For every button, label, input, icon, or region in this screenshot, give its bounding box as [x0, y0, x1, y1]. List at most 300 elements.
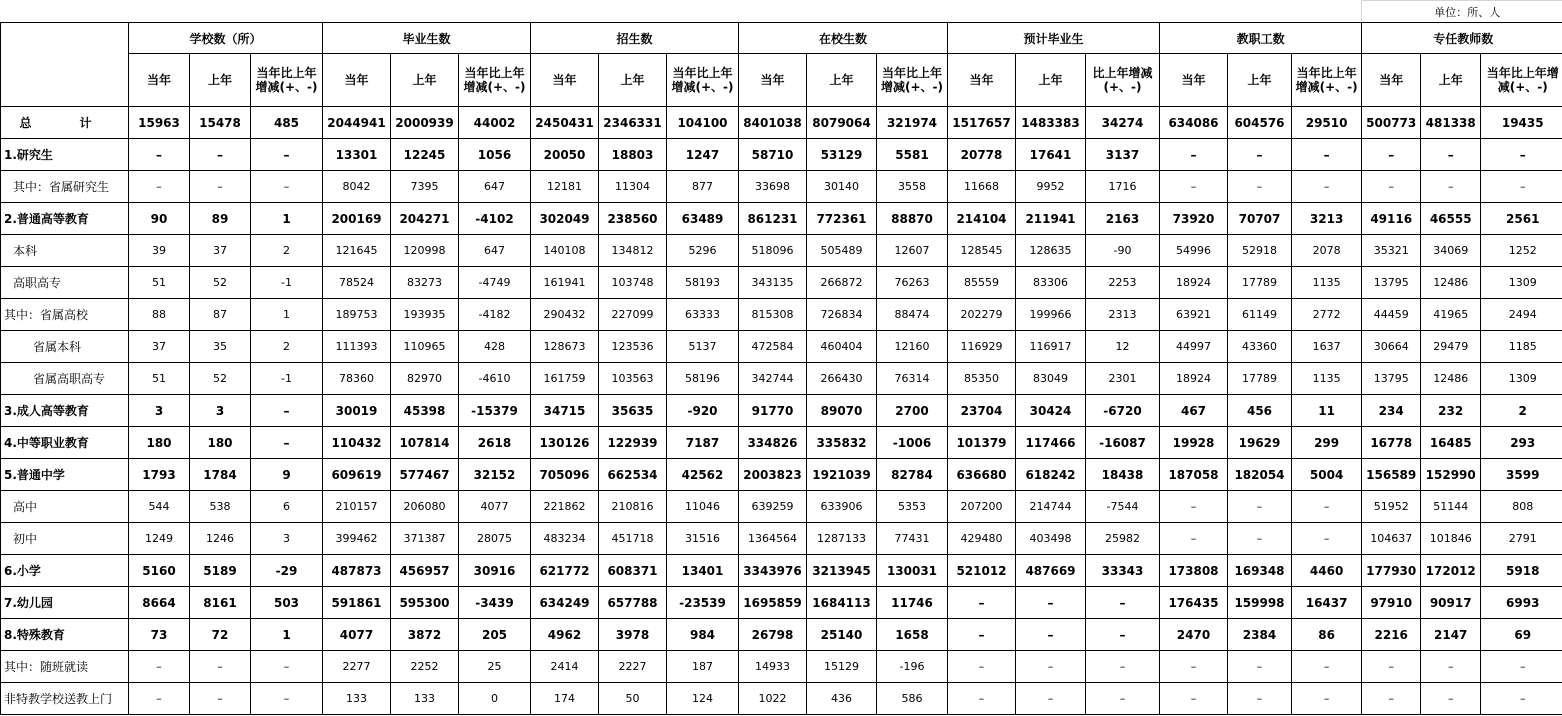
data-cell: 20778 [948, 139, 1016, 171]
data-cell: – [1292, 491, 1362, 523]
data-cell: 302049 [531, 203, 599, 235]
data-cell: 5137 [667, 331, 739, 363]
data-cell: 88474 [877, 299, 948, 331]
data-cell: 877 [667, 171, 739, 203]
data-cell: 3137 [1086, 139, 1160, 171]
data-cell: 161759 [531, 363, 599, 395]
data-cell: 25140 [807, 619, 877, 651]
data-cell: 177930 [1362, 555, 1421, 587]
data-cell: 29510 [1292, 107, 1362, 139]
data-cell: 266872 [807, 267, 877, 299]
data-cell: -4749 [459, 267, 531, 299]
sub-header: 当年 [1160, 54, 1228, 107]
group-header: 在校生数 [739, 23, 948, 54]
data-cell: 234 [1362, 395, 1421, 427]
data-cell: – [129, 651, 190, 683]
data-cell: 2216 [1362, 619, 1421, 651]
data-cell: 45398 [391, 395, 459, 427]
data-cell: – [190, 683, 251, 715]
sub-header: 当年 [739, 54, 807, 107]
data-cell: 4077 [323, 619, 391, 651]
sub-header: 当年比上年增减(+、-) [459, 54, 531, 107]
data-cell: 3558 [877, 171, 948, 203]
data-cell: 61149 [1228, 299, 1292, 331]
data-cell: 189753 [323, 299, 391, 331]
data-cell: 12245 [391, 139, 459, 171]
data-cell: 1793 [129, 459, 190, 491]
data-cell: 11668 [948, 171, 1016, 203]
data-cell: 334826 [739, 427, 807, 459]
data-cell: -7544 [1086, 491, 1160, 523]
data-cell: -16087 [1086, 427, 1160, 459]
data-cell: – [190, 171, 251, 203]
data-cell: 1695859 [739, 587, 807, 619]
sub-header: 当年 [531, 54, 599, 107]
table-row [1, 459, 1562, 491]
data-cell: 199966 [1016, 299, 1086, 331]
data-cell: 87 [190, 299, 251, 331]
data-cell: 176435 [1160, 587, 1228, 619]
data-cell: 18438 [1086, 459, 1160, 491]
table-row [1, 235, 1562, 267]
data-cell: 169348 [1228, 555, 1292, 587]
data-cell: 521012 [948, 555, 1016, 587]
table-row [1, 363, 1562, 395]
data-cell: 1246 [190, 523, 251, 555]
data-cell: – [1292, 171, 1362, 203]
row-label: 5.普通中学 [1, 459, 129, 491]
data-cell: 1287133 [807, 523, 877, 555]
data-cell: 103748 [599, 267, 667, 299]
data-cell: 647 [459, 235, 531, 267]
data-cell: 299 [1292, 427, 1362, 459]
data-cell: 73920 [1160, 203, 1228, 235]
row-label: 4.中等职业教育 [1, 427, 129, 459]
data-cell: 591861 [323, 587, 391, 619]
table-row [1, 331, 1562, 363]
data-cell: 152990 [1421, 459, 1481, 491]
data-cell: 140108 [531, 235, 599, 267]
data-cell: 122939 [599, 427, 667, 459]
data-cell: 51144 [1421, 491, 1481, 523]
data-cell: -23539 [667, 587, 739, 619]
data-cell: 37 [129, 331, 190, 363]
data-cell: 662534 [599, 459, 667, 491]
data-cell: 33343 [1086, 555, 1160, 587]
sub-header: 当年比上年增减(+、-) [251, 54, 323, 107]
data-cell: 88870 [877, 203, 948, 235]
sub-header: 当年 [1362, 54, 1421, 107]
table-row [1, 619, 1562, 651]
data-cell: 1 [251, 619, 323, 651]
data-cell: 505489 [807, 235, 877, 267]
data-cell: 1309 [1481, 363, 1562, 395]
data-cell: 726834 [807, 299, 877, 331]
data-cell: 2384 [1228, 619, 1292, 651]
row-label: 省属高职高专 [1, 363, 129, 395]
data-cell: 172012 [1421, 555, 1481, 587]
data-cell: 9952 [1016, 171, 1086, 203]
data-cell: 52918 [1228, 235, 1292, 267]
data-cell: 78524 [323, 267, 391, 299]
data-cell: 3213945 [807, 555, 877, 587]
data-cell: 69 [1481, 619, 1562, 651]
data-cell: 1364564 [739, 523, 807, 555]
data-cell: 17641 [1016, 139, 1086, 171]
table-row [1, 299, 1562, 331]
data-cell: 53129 [807, 139, 877, 171]
data-cell: – [1481, 171, 1562, 203]
data-cell: – [1421, 683, 1481, 715]
data-cell: 17789 [1228, 267, 1292, 299]
group-header: 学校数（所） [129, 23, 323, 54]
data-cell: – [1160, 523, 1228, 555]
data-cell: 577467 [391, 459, 459, 491]
data-cell: 116917 [1016, 331, 1086, 363]
row-label: 初中 [1, 523, 129, 555]
data-cell: 12607 [877, 235, 948, 267]
data-cell: 6993 [1481, 587, 1562, 619]
data-cell: 3213 [1292, 203, 1362, 235]
data-cell: 32152 [459, 459, 531, 491]
data-cell: 159998 [1228, 587, 1292, 619]
data-cell: 18924 [1160, 363, 1228, 395]
data-cell: – [948, 683, 1016, 715]
data-cell: 1022 [739, 683, 807, 715]
data-cell: 429480 [948, 523, 1016, 555]
data-cell: – [1228, 683, 1292, 715]
data-cell: 28075 [459, 523, 531, 555]
data-cell: 8401038 [739, 107, 807, 139]
data-cell: 13401 [667, 555, 739, 587]
data-cell: 227099 [599, 299, 667, 331]
data-cell: – [1421, 171, 1481, 203]
data-cell: – [1292, 683, 1362, 715]
data-cell: 3599 [1481, 459, 1562, 491]
data-cell: – [1086, 619, 1160, 651]
data-cell: 30424 [1016, 395, 1086, 427]
sub-header-row [1, 54, 1562, 107]
data-cell: – [1362, 171, 1421, 203]
data-cell: – [1292, 139, 1362, 171]
data-cell: 13795 [1362, 267, 1421, 299]
data-cell: 633906 [807, 491, 877, 523]
data-cell: -3439 [459, 587, 531, 619]
sub-header: 上年 [807, 54, 877, 107]
data-cell: 1135 [1292, 267, 1362, 299]
data-cell: 26798 [739, 619, 807, 651]
data-cell: 104637 [1362, 523, 1421, 555]
row-label: 非特教学校送教上门 [1, 683, 129, 715]
data-cell: – [1160, 683, 1228, 715]
data-cell: 34069 [1421, 235, 1481, 267]
row-label: 本科 [1, 235, 129, 267]
data-cell: 3 [129, 395, 190, 427]
data-cell: 5160 [129, 555, 190, 587]
data-cell: 232 [1421, 395, 1481, 427]
data-cell: 200169 [323, 203, 391, 235]
data-cell: – [129, 139, 190, 171]
data-cell: 290432 [531, 299, 599, 331]
data-cell: – [1160, 491, 1228, 523]
data-cell: 772361 [807, 203, 877, 235]
table-row [1, 139, 1562, 171]
data-cell: 51 [129, 363, 190, 395]
data-cell: 63921 [1160, 299, 1228, 331]
data-cell: 1309 [1481, 267, 1562, 299]
sub-header: 上年 [1421, 54, 1481, 107]
data-cell: 487669 [1016, 555, 1086, 587]
row-label: 8.特殊教育 [1, 619, 129, 651]
data-cell: 342744 [739, 363, 807, 395]
data-cell: 2078 [1292, 235, 1362, 267]
data-cell: 214104 [948, 203, 1016, 235]
data-cell: 7187 [667, 427, 739, 459]
data-cell: 8079064 [807, 107, 877, 139]
data-cell: – [1362, 683, 1421, 715]
data-cell: -920 [667, 395, 739, 427]
data-cell: 5918 [1481, 555, 1562, 587]
data-cell: 399462 [323, 523, 391, 555]
data-cell: 63333 [667, 299, 739, 331]
data-cell: 44459 [1362, 299, 1421, 331]
row-label: 省属本科 [1, 331, 129, 363]
data-cell: -15379 [459, 395, 531, 427]
data-cell: – [129, 683, 190, 715]
data-cell: 538 [190, 491, 251, 523]
data-cell: 18924 [1160, 267, 1228, 299]
corner-cell [1, 23, 129, 107]
data-cell: 321974 [877, 107, 948, 139]
table-row [1, 555, 1562, 587]
data-cell: 518096 [739, 235, 807, 267]
group-header: 教职工数 [1160, 23, 1362, 54]
data-cell: 0 [459, 683, 531, 715]
data-cell: 173808 [1160, 555, 1228, 587]
data-cell: 30140 [807, 171, 877, 203]
data-cell: 25 [459, 651, 531, 683]
data-cell: 97910 [1362, 587, 1421, 619]
data-cell: 128545 [948, 235, 1016, 267]
data-cell: 73 [129, 619, 190, 651]
data-cell: -4102 [459, 203, 531, 235]
group-header: 毕业生数 [323, 23, 531, 54]
data-cell: 133 [391, 683, 459, 715]
data-cell: 8161 [190, 587, 251, 619]
data-cell: 104100 [667, 107, 739, 139]
data-cell: 180 [190, 427, 251, 459]
data-cell: 20050 [531, 139, 599, 171]
data-cell: 3 [190, 395, 251, 427]
data-cell: – [948, 651, 1016, 683]
data-cell: 8042 [323, 171, 391, 203]
data-cell: – [1160, 139, 1228, 171]
data-cell: 16485 [1421, 427, 1481, 459]
data-cell: 5581 [877, 139, 948, 171]
table-row [1, 491, 1562, 523]
unit-row [1, 1, 1562, 23]
data-cell: 54996 [1160, 235, 1228, 267]
data-cell: 16778 [1362, 427, 1421, 459]
data-cell: 85559 [948, 267, 1016, 299]
data-cell: 1637 [1292, 331, 1362, 363]
data-cell: – [1228, 139, 1292, 171]
data-cell: – [1228, 491, 1292, 523]
data-cell: – [1016, 651, 1086, 683]
data-cell: 46555 [1421, 203, 1481, 235]
data-cell: 35635 [599, 395, 667, 427]
data-cell: – [1228, 171, 1292, 203]
data-cell: 503 [251, 587, 323, 619]
sub-header: 上年 [1016, 54, 1086, 107]
data-cell: 485 [251, 107, 323, 139]
data-cell: 12486 [1421, 363, 1481, 395]
data-cell: 5296 [667, 235, 739, 267]
data-cell: 2227 [599, 651, 667, 683]
data-cell: 5353 [877, 491, 948, 523]
data-cell: – [1016, 587, 1086, 619]
data-cell: 35321 [1362, 235, 1421, 267]
data-cell: 19928 [1160, 427, 1228, 459]
data-cell: – [1086, 587, 1160, 619]
data-cell: – [948, 587, 1016, 619]
data-cell: – [129, 171, 190, 203]
data-cell: 1784 [190, 459, 251, 491]
data-cell: 33698 [739, 171, 807, 203]
data-cell: – [1481, 651, 1562, 683]
data-cell: 18803 [599, 139, 667, 171]
data-cell: 124 [667, 683, 739, 715]
data-cell: – [251, 395, 323, 427]
data-cell: 30916 [459, 555, 531, 587]
data-cell: 180 [129, 427, 190, 459]
data-cell: 34274 [1086, 107, 1160, 139]
data-cell: 111393 [323, 331, 391, 363]
data-cell: – [190, 139, 251, 171]
data-cell: 634086 [1160, 107, 1228, 139]
data-cell: 2561 [1481, 203, 1562, 235]
sub-header: 当年 [129, 54, 190, 107]
data-cell: 2346331 [599, 107, 667, 139]
data-cell: 88 [129, 299, 190, 331]
data-cell: 82784 [877, 459, 948, 491]
sub-header: 当年比上年增减(+、-) [667, 54, 739, 107]
data-cell: 1483383 [1016, 107, 1086, 139]
data-cell: – [1421, 651, 1481, 683]
data-cell: 117466 [1016, 427, 1086, 459]
data-cell: 207200 [948, 491, 1016, 523]
data-cell: 12486 [1421, 267, 1481, 299]
data-cell: 335832 [807, 427, 877, 459]
data-cell: 58196 [667, 363, 739, 395]
data-cell: – [1160, 651, 1228, 683]
data-cell: 116929 [948, 331, 1016, 363]
data-cell: 15478 [190, 107, 251, 139]
data-cell: 187058 [1160, 459, 1228, 491]
data-cell: 1658 [877, 619, 948, 651]
data-cell: 49116 [1362, 203, 1421, 235]
data-cell: 2772 [1292, 299, 1362, 331]
data-cell: 467 [1160, 395, 1228, 427]
data-cell: 86 [1292, 619, 1362, 651]
data-cell: 1252 [1481, 235, 1562, 267]
data-cell: 128635 [1016, 235, 1086, 267]
row-label: 7.幼儿园 [1, 587, 129, 619]
data-cell: 8664 [129, 587, 190, 619]
data-cell: 7395 [391, 171, 459, 203]
data-cell: 2 [1481, 395, 1562, 427]
data-cell: 39 [129, 235, 190, 267]
data-cell: 70707 [1228, 203, 1292, 235]
sub-header: 比上年增减(+、-) [1086, 54, 1160, 107]
data-cell: 1 [251, 203, 323, 235]
data-cell: 5004 [1292, 459, 1362, 491]
data-cell: 451718 [599, 523, 667, 555]
data-cell: 91770 [739, 395, 807, 427]
data-cell: 19435 [1481, 107, 1562, 139]
data-cell: 618242 [1016, 459, 1086, 491]
data-cell: 210816 [599, 491, 667, 523]
data-cell: – [251, 651, 323, 683]
data-cell: -1006 [877, 427, 948, 459]
data-cell: 130031 [877, 555, 948, 587]
data-cell: – [1362, 651, 1421, 683]
data-cell: 11746 [877, 587, 948, 619]
data-cell: 50 [599, 683, 667, 715]
data-cell: 83306 [1016, 267, 1086, 299]
data-cell: – [251, 427, 323, 459]
group-header: 专任教师数 [1362, 23, 1562, 54]
data-cell: 25982 [1086, 523, 1160, 555]
data-cell: 44997 [1160, 331, 1228, 363]
data-cell: 13301 [323, 139, 391, 171]
sub-header: 上年 [599, 54, 667, 107]
data-cell: 11304 [599, 171, 667, 203]
data-cell: 2 [251, 331, 323, 363]
data-cell: 586 [877, 683, 948, 715]
data-cell: 214744 [1016, 491, 1086, 523]
row-label: 高职高专 [1, 267, 129, 299]
data-cell: 984 [667, 619, 739, 651]
row-label: 其中：随班就读 [1, 651, 129, 683]
data-cell: 861231 [739, 203, 807, 235]
data-cell: 500773 [1362, 107, 1421, 139]
data-cell: 2313 [1086, 299, 1160, 331]
data-cell: 6 [251, 491, 323, 523]
data-cell: 202279 [948, 299, 1016, 331]
data-cell: 31516 [667, 523, 739, 555]
data-cell: -1 [251, 267, 323, 299]
data-cell: 193935 [391, 299, 459, 331]
sub-header: 上年 [190, 54, 251, 107]
table-row [1, 395, 1562, 427]
row-label: 其中：省属高校 [1, 299, 129, 331]
table-row [1, 203, 1562, 235]
sub-header: 上年 [1228, 54, 1292, 107]
data-cell: 30019 [323, 395, 391, 427]
data-cell: 371387 [391, 523, 459, 555]
data-cell: 1135 [1292, 363, 1362, 395]
data-cell: 2253 [1086, 267, 1160, 299]
row-label: 1.研究生 [1, 139, 129, 171]
data-cell: 634249 [531, 587, 599, 619]
data-cell: -1 [251, 363, 323, 395]
row-label: 2.普通高等教育 [1, 203, 129, 235]
data-cell: -4610 [459, 363, 531, 395]
table-row [1, 651, 1562, 683]
data-cell: 2252 [391, 651, 459, 683]
data-cell: 89 [190, 203, 251, 235]
